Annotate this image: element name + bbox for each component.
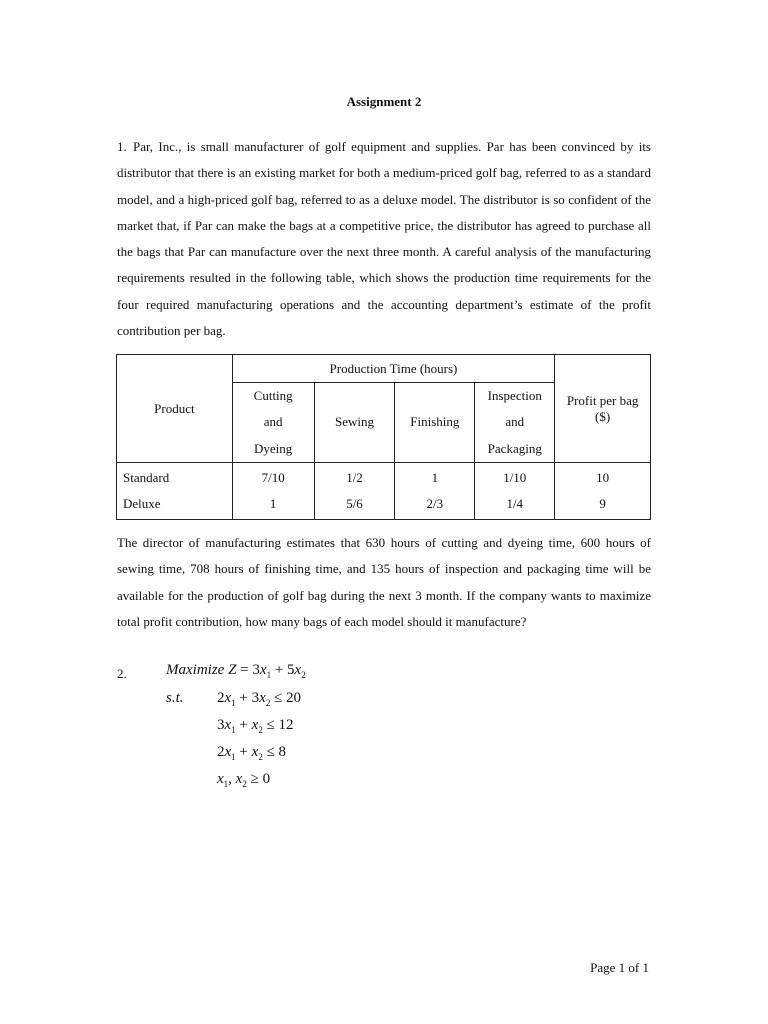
constraint-3: $2x_1 + x_2 \le 8$ <box>217 744 287 762</box>
objective-label: Maximize Z <box>166 662 237 678</box>
header-finishing: Finishing <box>395 383 475 463</box>
header-cutting-dyeing: Cutting and Dyeing <box>232 383 314 463</box>
assignment-title: Assignment 2 <box>346 94 422 109</box>
question-2-number: 2. <box>117 666 127 681</box>
production-time-table <box>116 354 651 520</box>
question-1-text: 1. Par, Inc., is small manufacturer of golf equipment and supplies. Par has been convinced by its distributor that there is an existing market for both a medium-priced golf bag, referred to as a standard model, and a high-priced golf bag, referred to as a deluxe model. The distributor is so confident of the market that, if Par can make the bags at a competitive price, the distributor has agreed to purchase all the bags that Par can manufacture over the next three month. A careful analysis of the manufacturing requirements resulted in the following table, which shows the production time requirements for the four required manufacturing operations and the accounting department’s estimate of the profit contribution per bag. <box>117 134 651 344</box>
header-profit: Profit per bag ($) <box>555 355 651 463</box>
header-inspection-packaging: Inspection and Packaging <box>475 383 555 463</box>
constraint-2: $3x_1 + x_2 \le 12$ <box>217 717 294 735</box>
constraint-nonnegativity: $x_1$, $x_2 \ge 0$ <box>217 771 271 789</box>
objective-expression: = $3x_1 + 5x_2$ <box>240 662 306 680</box>
constraint-1: $2x_1 + 3x_2 \le 20$ <box>217 690 302 708</box>
question-1 <box>117 134 651 344</box>
table-row: Standard Deluxe 7/10 1 1/2 5/6 1 2/3 1/10 1/4 10 9 <box>117 463 651 520</box>
row-product-standard: Standard <box>123 470 170 485</box>
header-product: Product <box>117 355 233 463</box>
question-1-number: 1. <box>117 139 127 154</box>
header-sewing: Sewing <box>314 383 395 463</box>
objective-function <box>166 662 306 680</box>
st-label: s.t. <box>166 690 184 706</box>
row-product-deluxe: Deluxe <box>123 496 161 511</box>
header-production-time: Production Time (hours) <box>232 355 554 383</box>
page-footer: Page 1 of 1 <box>590 960 649 975</box>
director-paragraph: The director of manufacturing estimates that 630 hours of cutting and dyeing time, 600 hours of sewing time, 708 hours of finishing time, and 135 hours of inspection and packaging time will be available for the production of golf bag during the next 3 month. If the company wants to maximize total profit contribution, how many bags of each model should it manufacture? <box>117 535 651 629</box>
